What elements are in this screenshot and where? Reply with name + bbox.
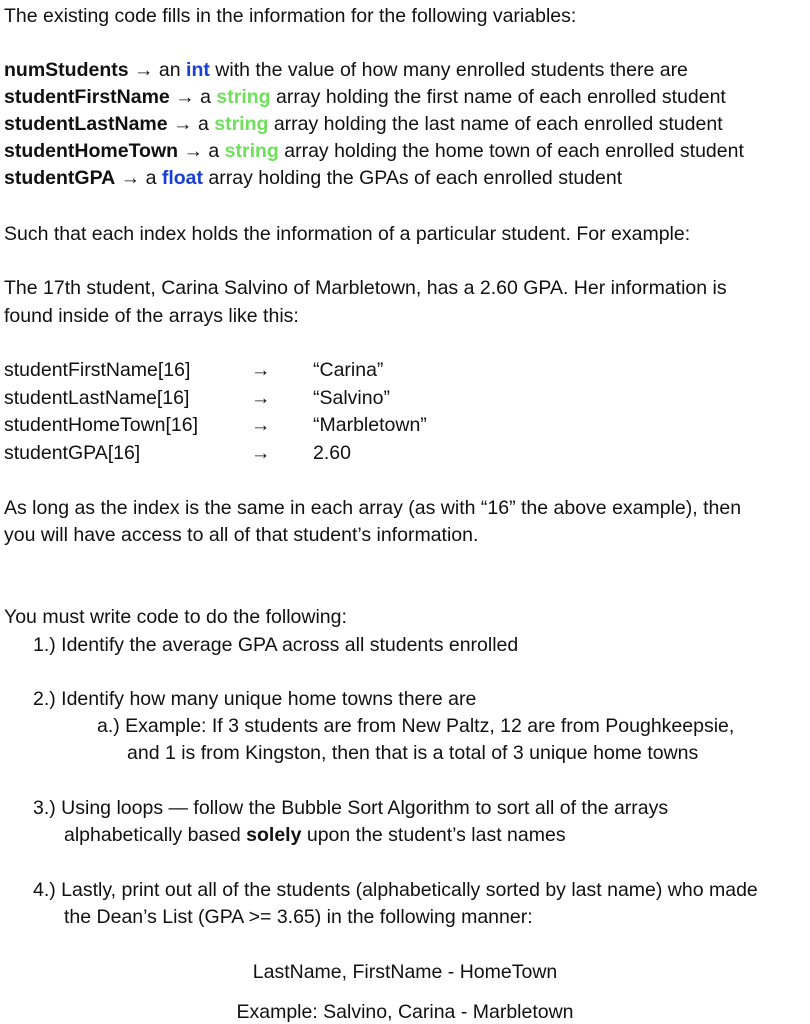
- task-2a-line2: and 1 is from Kingston, then that is a total of 3 unique home towns: [127, 742, 699, 764]
- var-name: studentLastName: [4, 113, 168, 135]
- as-long-line1: As long as the index is the same in each array (as with “16” the above example), then: [4, 497, 742, 519]
- var-line-gpa: studentGPA → a float array holding the GPAs of each enrolled student: [4, 167, 623, 189]
- emphasis-solely: solely: [246, 824, 302, 846]
- task-3-line1: 3.) Using loops — follow the Bubble Sort Algorithm to sort all of the arrays: [33, 797, 669, 819]
- intro-text: The existing code fills in the information for the following variables:: [4, 5, 577, 27]
- task-4-line2: the Dean’s List (GPA >= 3.65) in the following manner:: [64, 906, 533, 928]
- var-name: studentFirstName: [4, 86, 170, 108]
- var-line-lastname: studentLastName → a string array holding the last name of each enrolled student: [4, 113, 723, 135]
- var-name: studentHomeTown: [4, 140, 179, 162]
- arrow-icon: →: [251, 442, 271, 464]
- task-4-line1: 4.) Lastly, print out all of the students (alphabetically sorted by last name) who made: [33, 879, 758, 901]
- such-that-text: Such that each index holds the information of a particular student. For example:: [4, 223, 691, 245]
- example-output: Example: Salvino, Carina - Marbletown: [236, 1001, 574, 1023]
- arrow-icon: →: [251, 359, 271, 381]
- var-name: studentGPA: [4, 167, 116, 189]
- task-1: 1.) Identify the average GPA across all students enrolled: [33, 634, 519, 656]
- arrow-icon: →: [251, 387, 271, 409]
- type-keyword: string: [224, 140, 279, 162]
- type-keyword: string: [214, 113, 269, 135]
- type-keyword: int: [186, 59, 210, 81]
- task-2: 2.) Identify how many unique home towns there are: [33, 688, 477, 710]
- must-write-heading: You must write code to do the following:: [4, 606, 347, 628]
- type-keyword: string: [216, 86, 271, 108]
- as-long-line2: you will have access to all of that student’s information.: [4, 524, 479, 546]
- task-2a-line1: a.) Example: If 3 students are from New Paltz, 12 are from Poughkeepsie,: [97, 715, 735, 737]
- var-line-numstudents: numStudents → an int with the value of how many enrolled students there are: [4, 59, 688, 81]
- example-text-line2: found inside of the arrays like this:: [4, 305, 299, 327]
- arrow-icon: →: [251, 414, 271, 436]
- example-text-line1: The 17th student, Carina Salvino of Marbletown, has a 2.60 GPA. Her information is: [4, 277, 727, 299]
- task-3-line2: alphabetically based solely upon the student’s last names: [64, 824, 566, 846]
- var-name: numStudents: [4, 59, 129, 81]
- type-keyword: float: [161, 167, 204, 189]
- format-line: LastName, FirstName - HomeTown: [252, 961, 558, 983]
- var-line-hometown: studentHomeTown → a string array holding the home town of each enrolled student: [4, 140, 744, 162]
- var-line-firstname: studentFirstName → a string array holding the first name of each enrolled student: [4, 86, 726, 108]
